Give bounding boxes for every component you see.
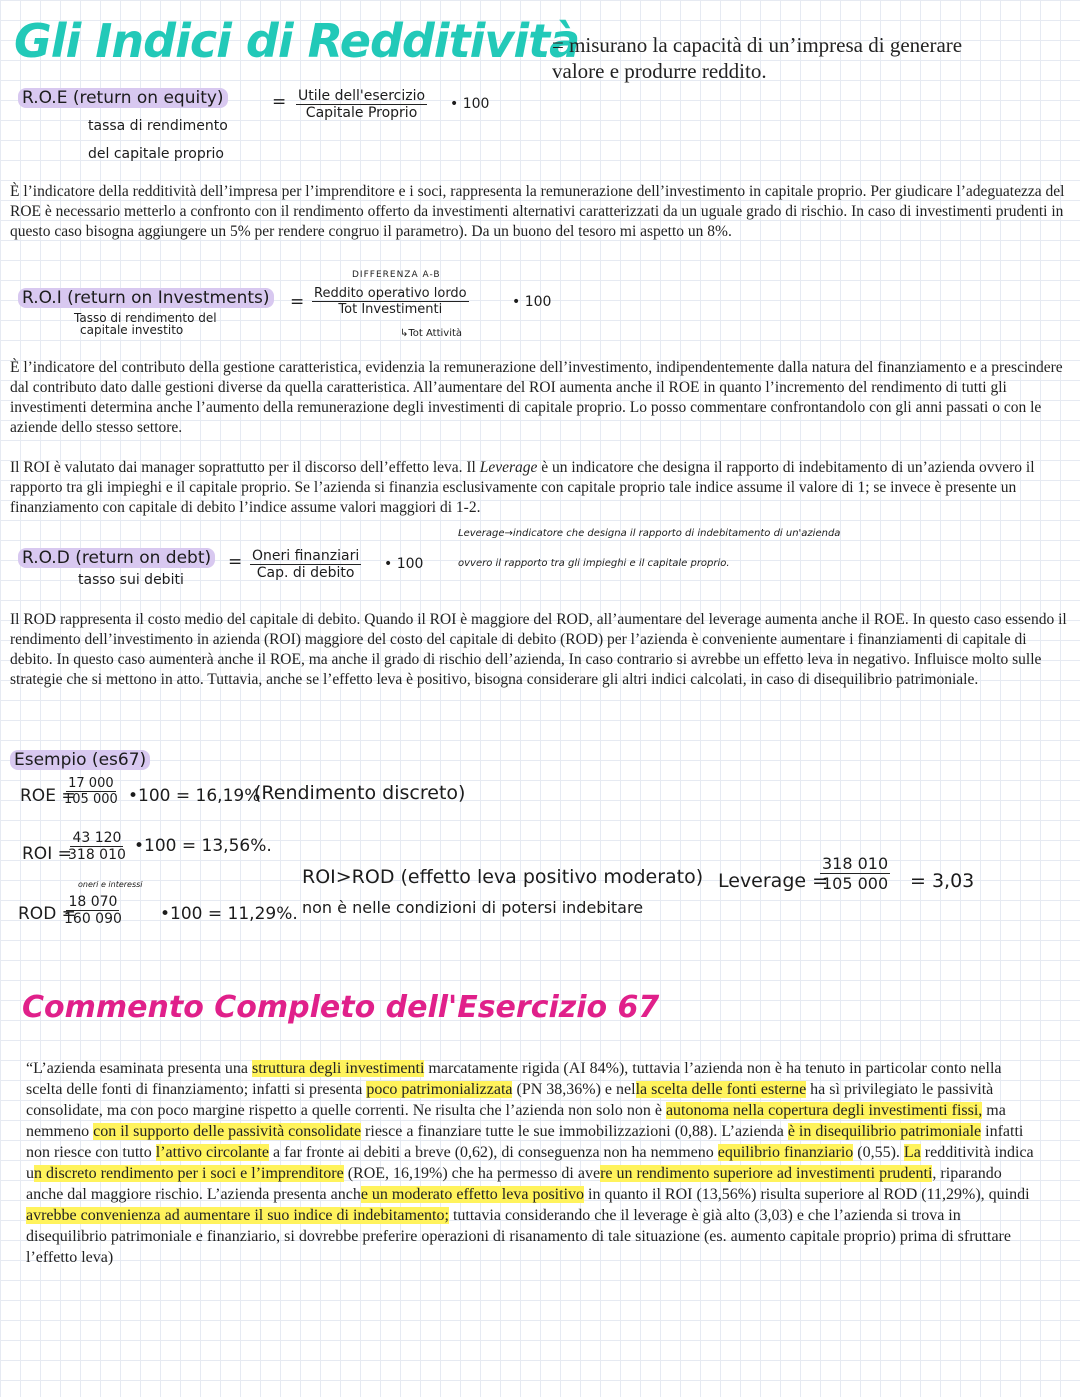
roe-multiplier: • 100	[450, 96, 490, 112]
example-rod-note: oneri e interessi	[78, 880, 143, 889]
text-segment: (ROE, 16,19%) che ha permesso di ave	[343, 1165, 601, 1182]
text-segment: (PN 38,36%) e nel	[512, 1081, 636, 1098]
rod-fraction	[250, 548, 361, 581]
comment-title: Commento Completo dell'Esercizio 67	[22, 990, 660, 1025]
roe-sub2: del capitale proprio	[88, 146, 224, 162]
rod-description: Il ROD rappresenta il costo medio del capitale di debito. Quando il ROI è maggiore del ROD, all’aumentare del leverage aumenta anche il ROE. In questo caso essendo il rendimento dell’investimento in azienda (ROI) maggiore del costo del capitale di debito (ROD) per l’azienda è conveniente aumentare i finanziamenti di capitale di debito. In questo caso aumenterà anche il ROE, ma anche il grado di rischio dell’azienda, In caso contrario si avrebbe un effetto leva in negativo. Influisce molto sulle strategie che si mettono in atto. Tuttavia, anche se l’effetto leva è positivo, bisogna considerare gli altri indici calcolati, in caso di disequilibrio patrimoniale.	[10, 611, 1067, 688]
text-segment: infatti non riesce con tutto	[26, 1123, 1024, 1161]
roi-note: DIFFERENZA A-B	[352, 270, 441, 280]
highlighted-segment: l’attivo circolante	[155, 1144, 270, 1161]
example-comparison: ROI>ROD (effetto leva positivo moderato)	[302, 866, 704, 888]
highlighted-segment: autonoma nella copertura degli investimenti fissi,	[665, 1102, 983, 1119]
leverage-note-line2: ovvero il rapporto tra gli impieghi e il capitale proprio.	[458, 558, 730, 569]
text-segment: a far fronte ai debiti a breve (0,62), di conseguenza non ha nemmeno	[269, 1144, 718, 1161]
text-segment: redditività indica u	[26, 1144, 1034, 1182]
example-rod-fraction: $\frac{18 070}{160 090}$	[64, 894, 122, 927]
roe-label: R.O.E (return on equity)	[18, 88, 228, 108]
roe-equals: =	[272, 92, 287, 112]
highlighted-segment: con il supporto delle passività consolidate	[93, 1123, 362, 1140]
highlighted-segment: re un rendimento superiore ad investimenti prudenti	[600, 1165, 933, 1182]
roe-fraction	[296, 88, 427, 121]
highlighted-segment: è in disequilibrio patrimoniale	[787, 1123, 982, 1140]
highlighted-segment: n discreto rendimento per i soci e l’imprenditore	[34, 1165, 344, 1182]
roi-denominator-note: ↳Tot Attività	[400, 328, 463, 339]
example-section	[10, 748, 1070, 948]
text-segment: in quanto il ROI (13,56%) risulta superiore al ROD (11,29%), quindi	[584, 1186, 1030, 1203]
roi-label: R.O.I (return on Investments)	[18, 288, 274, 308]
rod-numerator: Oneri finanziari	[252, 548, 360, 564]
example-leverage-label: Leverage =	[718, 870, 829, 892]
highlighted-segment: avrebbe convenienza ad aumentare il suo indice di indebitamento;	[26, 1207, 449, 1224]
text-segment: ma nemmeno	[26, 1102, 1006, 1140]
rod-label: R.O.D (return on debt)	[18, 548, 215, 568]
roe-formula	[18, 86, 538, 172]
example-rod-label: ROD =	[18, 904, 76, 924]
roe-denominator: Capitale Proprio	[305, 105, 418, 121]
rod-multiplier: • 100	[384, 556, 424, 572]
rod-equals: =	[228, 552, 243, 572]
example-roe-fraction: $\frac{17 000}{105 000}$	[64, 776, 118, 807]
example-roi-fraction: $\frac{43 120}{318 010}$	[68, 830, 126, 863]
leverage-note-line1: Leverage→indicatore che designa il rapporto di indebitamento di un'azienda	[458, 528, 841, 539]
roi-fraction	[312, 286, 469, 317]
highlighted-segment: La	[903, 1144, 921, 1161]
roi-multiplier: • 100	[512, 294, 552, 310]
highlighted-segment: e un moderato effetto leva positivo	[360, 1186, 585, 1203]
example-roi-result: •100 = 13,56%.	[134, 836, 272, 856]
example-rod-result: •100 = 11,29%.	[160, 904, 298, 924]
example-roe-label: ROE =	[20, 786, 76, 806]
roe-numerator: Utile dell'esercizio	[298, 88, 426, 104]
roe-description: È l’indicatore della redditività dell’impresa per l’imprenditore e i soci, rappresenta la remunerazione dell’investimento in capitale proprio. Per giudicare l’adeguatezza del ROE è necessario metterlo a confronto con il rendimento offerto da investimenti alternativi caratterizzati da un uguale grado di rischio. In caso di investimenti prudenti in questo caso bisogna aggiungere un 5% per rendere congruo il parametro). Da un buono del tesoro mi aspetto un 8%.	[10, 183, 1065, 240]
roe-sub1: tassa di rendimento	[88, 118, 228, 134]
roi-formula	[18, 284, 578, 350]
rod-denominator: Cap. di debito	[256, 565, 355, 581]
highlighted-segment: equilibrio finanziario	[717, 1144, 854, 1161]
rod-sub1: tasso sui debiti	[78, 572, 184, 588]
example-roe-result: •100 = 16,19%	[128, 786, 261, 806]
example-leverage-result: = 3,03	[910, 870, 975, 892]
roi-leverage-description: Il ROI è valutato dai manager soprattutto per il discorso dell’effetto leva. Il Leverage è un indicatore che designa il rapporto di indebitamento di un’azienda ovvero il rapporto tra gli impieghi e il capitale proprio. Se l’azienda si finanzia esclusivamente con capitale proprio tale indice assume il valore di 1; se invece è presente un finanziamento con capitale di debito l’indice assume valori maggiori di 1-2.	[10, 459, 1035, 516]
text-segment: marcatamente rigida (AI 84%), tuttavia l’azienda non è ha tenuto in particolar conto nella scelta delle fonti di finanziamento; infatti si presenta	[26, 1060, 1002, 1098]
roi-sub2: capitale investito	[80, 323, 184, 337]
highlighted-segment: poco patrimonializzata	[366, 1081, 513, 1098]
text-segment: (0,55).	[853, 1144, 904, 1161]
example-title: Esempio (es67)	[10, 750, 150, 770]
roi-equals: =	[290, 292, 305, 312]
highlighted-segment: la scelta delle fonti esterne	[635, 1081, 807, 1098]
highlighted-segment: struttura degli investimenti	[251, 1060, 425, 1077]
comment-text	[26, 1058, 1036, 1268]
roi-denominator: Tot Investimenti	[338, 302, 443, 317]
leverage-term: Leverage	[479, 459, 538, 476]
page-subtitle: = misurano la capacità di un’impresa di generare valore e produrre reddito.	[552, 33, 963, 83]
text-segment: riesce a finanziare tutte le sue immobilizzazioni (0,88). L’azienda	[361, 1123, 788, 1140]
text-segment: tuttavia considerando che il leverage è già alto (3,03) e che l’azienda si trova in disequilibrio patrimoniale e finanziario, si dovrebbe preferire operazioni di risanamento di tale situazione (es. aumento capitale proprio) prima di sfruttare l’effetto leva)	[26, 1207, 1011, 1266]
example-roe-comment: (Rendimento discreto)	[254, 782, 466, 804]
rod-formula	[18, 544, 458, 596]
example-comparison-note: non è nelle condizioni di potersi indebitare	[302, 898, 644, 917]
text-segment: ha sì privilegiato le passività consolidate, ma con poco margine rispetto a quelle correnti. Ne risulta che l’azienda non solo non è	[26, 1081, 994, 1119]
example-roi-label: ROI =	[22, 844, 72, 864]
example-leverage-fraction: $\frac{318 010}{105 000}$	[822, 854, 889, 893]
roi-description: È l’indicatore del contributo della gestione caratteristica, evidenzia la remunerazione dell’investimento, indipendentemente dalla natura del finanziamento e a prescindere dal contributo dato dalle gestioni diverse da quella caratteristica. All’aumentare del ROI aumenta anche il ROE in quanto l’incremento del rendimento di tutti gli investimenti determina anche l’aumento della remunerazione degli investimenti di capitale proprio. Lo posso commentare confrontandolo con gli anni passati o con le aziende dello stesso settore.	[10, 359, 1063, 436]
roi-numerator: Reddito operativo lordo	[314, 286, 467, 301]
page-title: Gli Indici di Redditività	[14, 14, 580, 68]
text-segment: “L’azienda esaminata presenta una	[26, 1060, 252, 1077]
roi-sub1: Tasso di rendimento del	[74, 311, 217, 325]
text-segment: , riparando anche dal maggiore rischio. L’azienda presenta anch	[26, 1165, 1002, 1203]
